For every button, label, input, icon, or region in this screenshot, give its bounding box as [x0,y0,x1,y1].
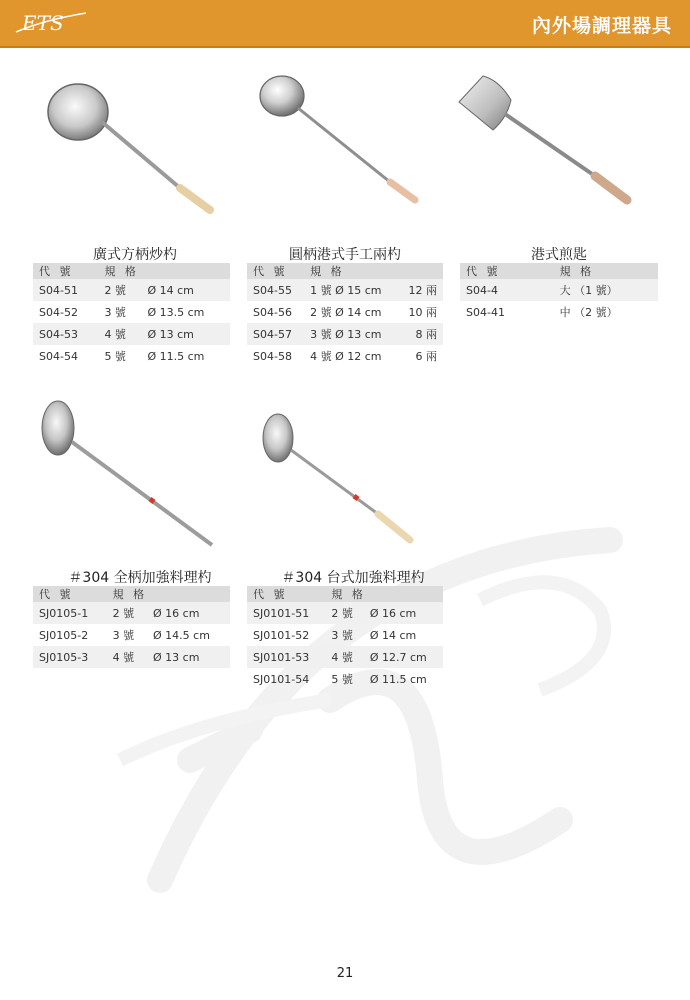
cell-size: 1 號 Ø 15 cm [304,279,397,301]
cell-size: 4 號 Ø 12 cm [310,350,382,363]
col-header-spec: 規 格 [530,263,658,279]
product-photo-hk-ladle [250,70,440,230]
cell-size: 3 號 [104,306,126,319]
spec-table [247,586,443,690]
table-row [247,345,443,367]
cell-code: S04-53 [33,323,98,345]
table-row [247,668,443,690]
table-row [33,602,230,624]
cell-diameter: Ø 11.5 cm [147,349,205,363]
cell-code: S04-54 [39,349,78,363]
col-header-spec: 規 格 [325,586,443,602]
cell-code: SJ0105-3 [33,646,107,668]
cell-diameter: Ø 11.5 cm [369,672,427,686]
header-bar [0,0,690,48]
table-row [33,624,230,646]
product-name: 港式煎匙 [531,247,587,263]
table-row [33,323,230,345]
table-row [460,279,658,301]
cell-size: 中 （2 號） [559,306,618,319]
table-row [247,624,443,646]
cell-code: S04-41 [466,305,505,319]
table-row [33,301,230,323]
table-row [247,602,443,624]
cell-diameter: Ø 13 cm [147,646,230,668]
cell-size: 4 號 [107,646,147,668]
col-header-spec: 規 格 [98,263,230,279]
svg-text:ETS: ETS [22,11,64,35]
cell-size: 3 號 [112,629,135,642]
spec-table [247,263,443,367]
product-name: ＃304 台式加強料理杓 [281,570,425,586]
cell-capacity: 8 兩 [398,323,443,345]
table-row [247,279,443,301]
spec-table [33,263,230,367]
cell-code: S04-4 [460,279,530,301]
cell-code: SJ0105-2 [39,628,89,642]
spec-table [33,586,230,668]
col-header-spec: 規 格 [107,586,230,602]
product-name: ＃304 全柄加強料理杓 [68,570,212,586]
cell-size: 5 號 [104,350,126,363]
cell-size: 4 號 [325,646,363,668]
cell-capacity: 12 兩 [398,279,443,301]
table-row [33,279,230,301]
cell-code: SJ0101-54 [253,672,310,686]
cell-code: S04-57 [247,323,304,345]
cell-size: 5 號 [331,673,353,686]
cell-size: 4 號 [98,323,141,345]
col-header-code: 代 號 [247,263,304,279]
cell-diameter: Ø 16 cm [364,602,443,624]
table-row [33,646,230,668]
cell-code: S04-52 [39,305,78,319]
cell-diameter: Ø 14 cm [369,628,417,642]
cell-code: S04-56 [253,305,292,319]
cell-diameter: Ø 13 cm [141,323,230,345]
table-row [247,323,443,345]
header-divider [0,46,690,48]
table-row [247,646,443,668]
col-header-code: 代 號 [460,263,530,279]
cell-size: 3 號 Ø 13 cm [304,323,397,345]
product-photo-spatula [455,70,645,230]
cell-capacity: 6 兩 [415,350,437,363]
table-row [247,301,443,323]
product-name: 圓柄港式手工兩杓 [289,247,401,263]
col-header-code: 代 號 [33,263,98,279]
cell-size: 2 號 [98,279,141,301]
cell-size: 2 號 [325,602,363,624]
cell-code: S04-55 [247,279,304,301]
product-name: 廣式方柄炒杓 [93,247,177,263]
product-photo-full-handle-ladle [40,400,230,555]
col-header-spec: 規 格 [304,263,443,279]
cell-size: 2 號 [107,602,147,624]
cell-size: 3 號 [331,629,353,642]
cell-diameter: Ø 13.5 cm [147,305,205,319]
product-photo-cantonese-ladle [40,70,230,230]
cell-size: 2 號 Ø 14 cm [310,306,382,319]
cell-capacity: 10 兩 [408,306,437,319]
cell-code: SJ0105-1 [33,602,107,624]
table-row [33,345,230,367]
section-title: 內外場調理器具 [531,15,672,37]
col-header-code: 代 號 [33,586,107,602]
cell-code: SJ0101-53 [247,646,325,668]
cell-code: S04-58 [253,349,292,363]
cell-diameter: Ø 16 cm [147,602,230,624]
cell-diameter: Ø 12.7 cm [364,646,443,668]
page-number: 21 [336,966,354,981]
cell-code: S04-51 [33,279,98,301]
cell-code: SJ0101-52 [253,628,310,642]
cell-diameter: Ø 14.5 cm [153,628,210,642]
ets-logo [14,8,88,38]
cell-diameter: Ø 14 cm [141,279,230,301]
col-header-code: 代 號 [247,586,325,602]
spec-table [460,263,658,323]
product-photo-taiwan-ladle [258,410,438,550]
cell-size: 大 （1 號） [530,279,658,301]
table-row [460,301,658,323]
cell-code: SJ0101-51 [247,602,325,624]
